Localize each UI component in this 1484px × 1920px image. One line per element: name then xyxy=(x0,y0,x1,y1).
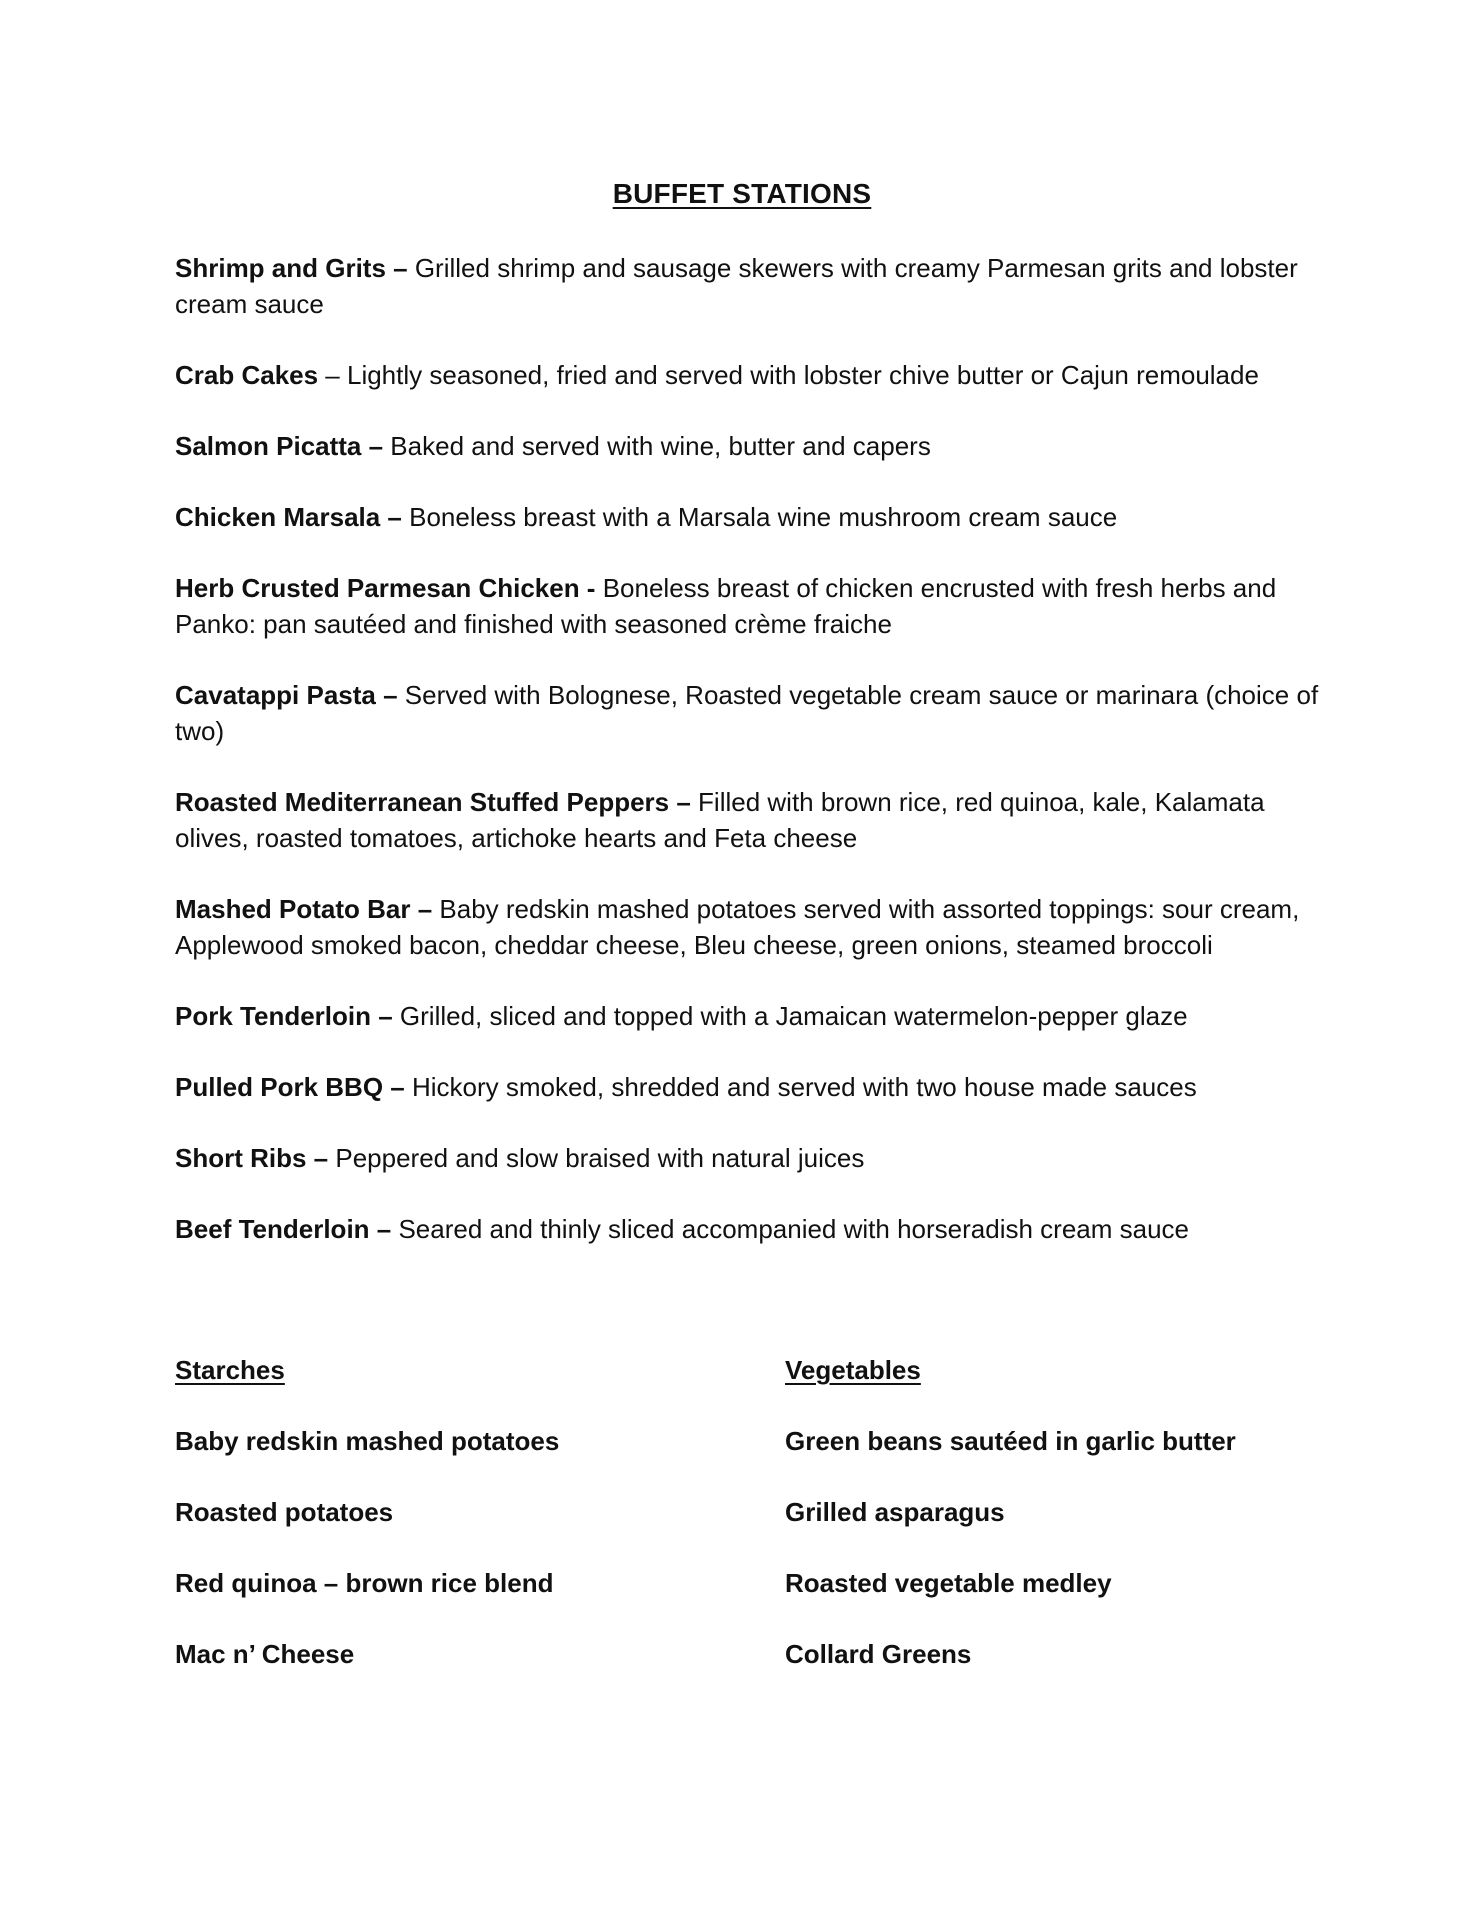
item-name: Roasted Mediterranean Stuffed Peppers – xyxy=(175,787,691,817)
sides-section xyxy=(175,1352,1325,1712)
buffet-item xyxy=(175,1211,1325,1247)
buffet-item xyxy=(175,250,1325,322)
item-description: Hickory smoked, shredded and served with two house made sauces xyxy=(404,1072,1197,1102)
buffet-item xyxy=(175,499,1325,535)
buffet-item xyxy=(175,891,1325,963)
item-description: Filled with brown rice, red quinoa, kale, Kalamata olives, roasted tomatoes, artichoke hearts and Feta cheese xyxy=(175,787,1265,853)
item-name: Herb Crusted Parmesan Chicken - xyxy=(175,573,596,603)
item-name: Chicken Marsala – xyxy=(175,502,402,532)
item-description: Grilled, sliced and topped with a Jamaican watermelon-pepper glaze xyxy=(392,1001,1188,1031)
item-name: Crab Cakes xyxy=(175,360,319,390)
item-description: Served with Bolognese, Roasted vegetable cream sauce or marinara (choice of two) xyxy=(175,680,1319,746)
item-description: Grilled shrimp and sausage skewers with creamy Parmesan grits and lobster cream sauce xyxy=(175,253,1298,319)
item-description: Boneless breast of chicken encrusted with fresh herbs and Panko: pan sautéed and finished with seasoned crème fraiche xyxy=(175,573,1277,639)
item-name: Pulled Pork BBQ – xyxy=(175,1072,405,1102)
item-description: Boneless breast with a Marsala wine mushroom cream sauce xyxy=(401,502,1118,532)
item-description: Baked and served with wine, butter and capers xyxy=(383,431,931,461)
buffet-item xyxy=(175,784,1325,856)
buffet-item xyxy=(175,677,1325,749)
starches-column xyxy=(175,1352,735,1707)
vegetables-column xyxy=(785,1352,1345,1707)
vegetable-item: Collard Greens xyxy=(785,1639,972,1669)
item-name: Shrimp and Grits – xyxy=(175,253,408,283)
item-name: Short Ribs – xyxy=(175,1143,329,1173)
buffet-items-list xyxy=(175,250,1325,1282)
item-description: Peppered and slow braised with natural juices xyxy=(328,1143,865,1173)
item-name: Beef Tenderloin – xyxy=(175,1214,392,1244)
vegetable-item: Grilled asparagus xyxy=(785,1497,1005,1527)
page-title: BUFFET STATIONS xyxy=(612,178,872,209)
item-name: Mashed Potato Bar – xyxy=(175,894,433,924)
starch-item: Mac n’ Cheese xyxy=(175,1639,355,1669)
buffet-item xyxy=(175,570,1325,642)
buffet-item xyxy=(175,357,1325,393)
vegetable-item: Green beans sautéed in garlic butter xyxy=(785,1426,1236,1456)
vegetable-item: Roasted vegetable medley xyxy=(785,1568,1112,1598)
item-name: Pork Tenderloin – xyxy=(175,1001,393,1031)
item-description: – Lightly seasoned, fried and served with lobster chive butter or Cajun remoulade xyxy=(318,360,1259,390)
buffet-item xyxy=(175,428,1325,464)
starch-item: Baby redskin mashed potatoes xyxy=(175,1426,560,1456)
buffet-item xyxy=(175,1140,1325,1176)
item-name: Cavatappi Pasta – xyxy=(175,680,398,710)
buffet-item xyxy=(175,1069,1325,1105)
starches-heading: Starches xyxy=(175,1355,285,1385)
starch-item: Roasted potatoes xyxy=(175,1497,394,1527)
vegetables-heading: Vegetables xyxy=(785,1355,921,1385)
item-name: Salmon Picatta – xyxy=(175,431,384,461)
starch-item: Red quinoa – brown rice blend xyxy=(175,1568,554,1598)
buffet-item xyxy=(175,998,1325,1034)
item-description: Baby redskin mashed potatoes served with assorted toppings: sour cream, Applewood smoked bacon, cheddar cheese, Bleu cheese, green onions, steamed broccoli xyxy=(175,894,1300,960)
item-description: Seared and thinly sliced accompanied with horseradish cream sauce xyxy=(391,1214,1189,1244)
